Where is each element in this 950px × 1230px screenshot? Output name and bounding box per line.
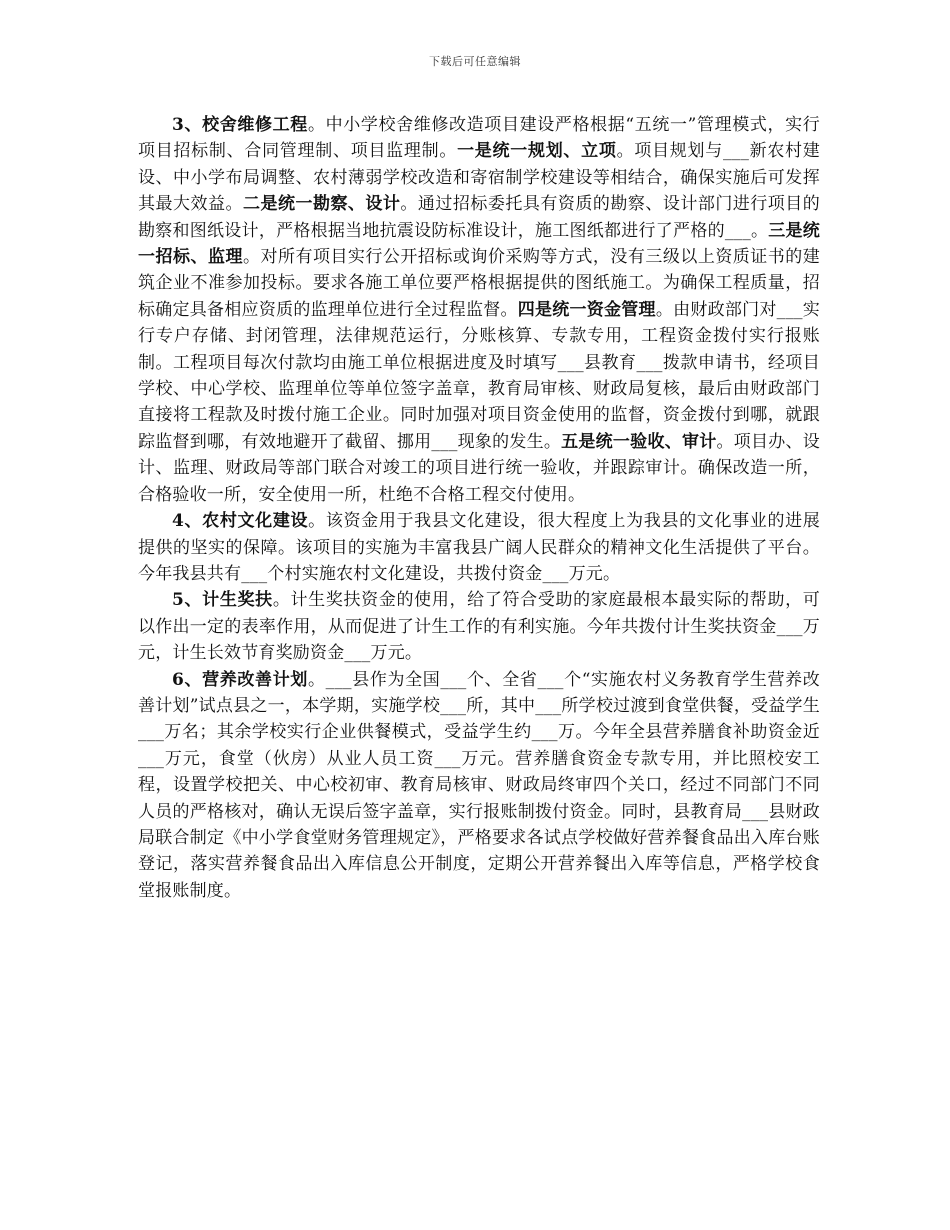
emphasis-point-3: 三是统一招标、监理 xyxy=(138,220,820,268)
body-text-segment: 。___县作为全国___个、全省___个“实施农村义务教育学生营养改善计划”试点县之一，本学期，实施学校___所，其中___所学校过渡到食堂供餐，受益学生___万名；其余学校实行企业供餐模式，受益学生约___万。今年全县营养膳食补助资金近___万元，食堂（伙房）从业人员工资___万元。营养膳食资金专款专用，并比照校安工程，设置学校把关、中心校初审、教育局核审、财政局终审四个关口，经过不同部门不同人员的严格核对，确认无误后签字盖章，实行报账制拨付资金。同时，县教育局___县财政局联合制定《中小学食堂财务管理规定》，严格要求各试点学校做好营养餐食品出入库台账登记，落实营养餐食品出入库信息公开制度，定期公开营养餐出入库等信息，严格学校食堂报账制度。 xyxy=(138,669,820,901)
paragraph-school-repair xyxy=(138,112,820,508)
emphasis-point-2: 二是统一勘察、设计 xyxy=(242,194,401,215)
body-text-segment: 。计生奖扶资金的使用，给了符合受助的家庭最根本最实际的帮助，可以作出一定的表率作用，从而促进了计生工作的有利实施。今年共拨付计生奖扶资金___万元，计生长效节育奖励资金___万元。 xyxy=(138,590,820,664)
paragraph-rural-culture xyxy=(138,508,820,587)
emphasis-point-1: 一是统一规划、立项 xyxy=(457,141,617,162)
body-text-segment: 。对所有项目实行公开招标或询价采购等方式，没有三级以上资质证书的建筑企业不准参加投标。要求各施工单位要严格根据提供的图纸施工。为确保工程质量，招标确定具备相应资质的监理单位进行全过程监督。 xyxy=(138,247,820,320)
body-text-segment: 。该资金用于我县文化建设，很大程度上为我县的文化事业的进展提供的坚实的保障。该项目的实施为丰富我县广阔人民群众的精神文化生活提供了平台。今年我县共有___个村实施农村文化建设，共拨付资金___万元。 xyxy=(138,511,820,584)
document-body xyxy=(138,112,820,904)
header-note: 下载后可任意编辑 xyxy=(429,55,521,68)
paragraph-nutrition-plan xyxy=(138,667,820,905)
body-text-segment: 。通过招标委托具有资质的勘察、设计部门进行项目的勘察和图纸设计，严格根据当地抗震设防标准设计，施工图纸都进行了严格的___。 xyxy=(138,194,820,241)
body-text-segment: 。项目办、设计、监理、财政局等部门联合对竣工的项目进行统一验收，并跟踪审计。确保改造一所，合格验收一所，安全使用一所，杜绝不合格工程交付使用。 xyxy=(138,431,820,505)
emphasis-point-4: 四是统一资金管理 xyxy=(517,299,656,320)
section-heading: 3、校舍维修工程 xyxy=(172,115,308,135)
section-heading: 5、计生奖扶 xyxy=(172,590,273,611)
emphasis-point-5: 五是统一验收、审计 xyxy=(561,431,717,452)
section-heading: 6、营养改善计划 xyxy=(172,669,308,690)
paragraph-family-planning xyxy=(138,587,820,666)
body-text-segment: 。中小学校舍维修改造项目建设严格根据“五统一”管理模式，实行项目招标制、合同管理制、项目监理制。 xyxy=(138,115,820,162)
body-text-segment: 。项目规划与___新农村建设、中小学布局调整、农村薄弱学校改造和寄宿制学校建设等相结合，确保实施后可发挥其最大效益。 xyxy=(138,141,820,215)
body-text-segment: 。由财政部门对___实行专户存储、封闭管理，法律规范运行，分账核算、专款专用，工程资金拨付实行报账制。工程项目每次付款均由施工单位根据进度及时填写___县教育___拨款申请书，经项目学校、中心学校、监理单位等单位签字盖章，教育局审核、财政局复核，最后由财政部门直接将工程款及时拨付施工企业。同时加强对项目资金使用的监督，资金拨付到哪，就跟踪监督到哪，有效地避开了截留、挪用___现象的发生。 xyxy=(138,299,821,452)
section-heading: 4、农村文化建设 xyxy=(172,511,309,532)
